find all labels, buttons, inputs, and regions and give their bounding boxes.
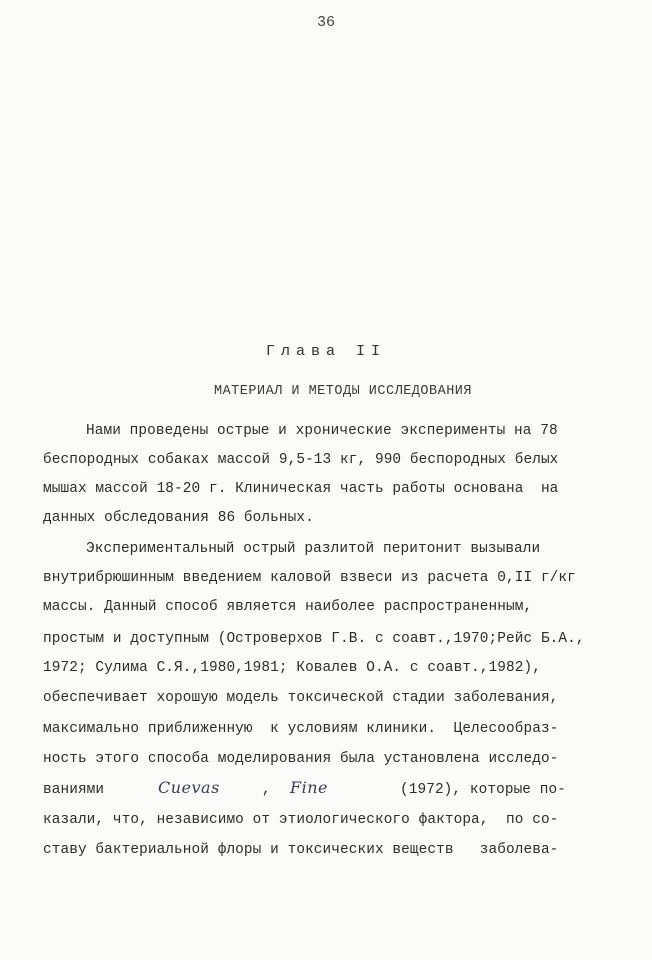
paragraph-2-line: массы. Данный способ является наиболее распространенным, xyxy=(43,599,533,615)
comma-separator: , xyxy=(262,782,271,798)
paragraph-2-line: простым и доступным (Островерхов Г.В. с соавт.,1970;Рейс Б.А., xyxy=(43,631,585,647)
paragraph-2-line: ваниями xyxy=(43,782,105,798)
section-title: МАТЕРИАЛ И МЕТОДЫ ИССЛЕДОВАНИЯ xyxy=(213,384,473,399)
paragraph-2-line: 1972; Сулима С.Я.,1980,1981; Ковалев О.А. с соавт.,1982), xyxy=(43,660,541,676)
paragraph-2-line: максимально приближенную к условиям клиники. Целесообраз- xyxy=(43,721,559,737)
chapter-title: Глава II xyxy=(265,343,386,360)
paragraph-2-line: ность этого способа моделирования была установлена исследо- xyxy=(43,751,559,767)
paragraph-1-line: Нами проведены острые и хронические эксперименты на 78 xyxy=(86,423,558,439)
paragraph-2-line: казали, что, независимо от этиологического фактора, по со- xyxy=(43,812,559,828)
paragraph-2-line: (1972), которые по- xyxy=(400,782,566,798)
page-number: 36 xyxy=(316,14,335,31)
paragraph-2-line: ставу бактериальной флоры и токсических веществ заболева- xyxy=(43,842,559,858)
paragraph-2-line: обеспечивает хорошую модель токсической стадии заболевания, xyxy=(43,690,559,706)
paragraph-1-line: данных обследования 86 больных. xyxy=(43,510,314,526)
paragraph-2-line: внутрибрюшинным введением каловой взвеси из расчета 0,II г/кг xyxy=(43,570,576,586)
paragraph-1-line: мышах массой 18-20 г. Клиническая часть работы основана на xyxy=(43,481,559,497)
handwritten-author-name: Cuevas xyxy=(158,778,220,797)
paragraph-2-line: Экспериментальный острый разлитой перитонит вызывали xyxy=(86,541,541,557)
paragraph-1-line: беспородных собаках массой 9,5-13 кг, 990 беспородных белых xyxy=(43,452,559,468)
handwritten-author-name: Fine xyxy=(290,778,328,797)
